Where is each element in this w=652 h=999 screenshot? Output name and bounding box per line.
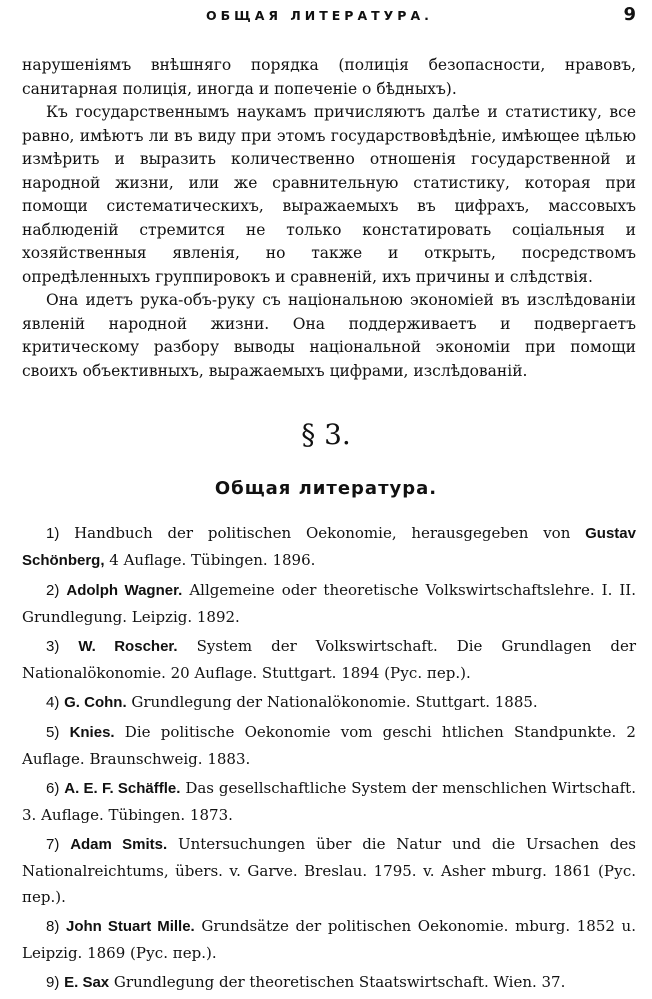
running-head [0, 4, 652, 30]
paragraph: Къ государственнымъ наукамъ причисляютъ далѣе и статистику, все равно, имѣютъ ли въ виду при этомъ государствовѣдѣніе, имѣющее цѣлью измѣрить и выразить количественно отношенія государственной и народной жизни, или же сравнительную статистику, которая при помощи систематическихъ, выражаемыхъ въ цифрахъ, массовыхъ наблюденій стремится не только констатировать соціальныя и хозяйственныя явленія, но также и открыть, посредствомъ опредѣленныхъ группировокъ и сравненій, ихъ причины и слѣдствія. [22, 103, 636, 286]
bibliography-entry [22, 719, 636, 772]
entry-number: 9) [46, 974, 60, 991]
running-title: ОБЩАЯ ЛИТЕРАТУРА. [206, 8, 433, 23]
bibliography-entry [22, 633, 636, 686]
entry-number: 2) [46, 582, 60, 599]
paragraph: Она идетъ рука-объ-руку съ національною экономіей въ изслѣдованіи явленій народной жизни. Она поддерживаетъ и подвергаетъ критическому разбору выводы національной экономіи при помощи своихъ объективныхъ, выражаемыхъ цифрами, изслѣдованій. [22, 291, 636, 380]
entry-author: A. E. F. Schäffle. [64, 780, 181, 797]
entry-author: Knies. [69, 724, 115, 741]
bibliography-entry [22, 913, 636, 966]
entry-author: G. Cohn. [64, 694, 127, 711]
bibliography-entry [22, 577, 636, 630]
bibliography-entry [22, 520, 636, 574]
entry-text: Das gesellschaftliche System der menschlichen Wirtschaft. 3. Auflage. Tübingen. 1873. [22, 779, 636, 824]
entry-author: Adolph Wagner. [66, 582, 183, 599]
entry-author: Adam Smits. [70, 836, 168, 853]
entry-number: 8) [46, 918, 60, 935]
section-title: Общая литература. [214, 478, 438, 499]
entry-text: Grundlegung der theoretischen Staatswirtschaft. Wien. 37. [109, 973, 566, 991]
entry-text: 4 Auflage. Tübingen. 1896. [104, 551, 316, 569]
entry-number: 7) [46, 836, 60, 853]
entry-number: 4) [46, 694, 60, 711]
paragraph: нарушеніямъ внѣшняго порядка (полиція безопасности, нравовъ, санитарная полиція, иногда и попеченіе о бѣдныхъ). [22, 56, 636, 98]
entry-text: Untersuchungen über die Natur und die Ursachen des Nationalreichtums, übers. v. Garve. Breslau. 1795. v. Asher mburg. 1861 (Рус. пер.). [22, 835, 636, 906]
entry-number: 3) [46, 638, 60, 655]
entry-author: John Stuart Mille. [65, 918, 195, 935]
section-mark: § 3. [301, 418, 351, 451]
entry-text: Allgemeine oder theoretische Volkswirtschaftslehre. I. II. Grundlegung. Leipzig. 1892. [22, 581, 636, 626]
entry-text: Grundsätze der politischen Oekonomie. mburg. 1852 u. Leipzig. 1869 (Рус. пер.). [22, 917, 636, 962]
bibliography-list [22, 520, 636, 999]
entry-text: System der Volkswirtschaft. Die Grundlagen der Nationalökonomie. 20 Auflage. Stuttgart. 1894 (Рус. пер.). [22, 637, 636, 682]
entry-text: Handbuch der politischen Oekonomie, herausgegeben von [74, 524, 586, 542]
entry-number: 1) [46, 525, 60, 542]
entry-author: E. Sax [64, 974, 110, 991]
entry-author: Gustav Schönberg, [22, 525, 636, 569]
bibliography-entry [22, 969, 636, 996]
entry-text: Grundlegung der Nationalökonomie. Stuttgart. 1885. [126, 693, 538, 711]
bibliography-entry [22, 775, 636, 828]
bibliography-entry [22, 831, 636, 910]
entry-number: 6) [46, 780, 60, 797]
entry-author: W. Roscher. [78, 638, 178, 655]
page-number: 9 [623, 4, 636, 25]
entry-text: Die politische Oekonomie vom geschi htlichen Standpunkte. 2 Auflage. Braunschweig. 1883. [22, 723, 636, 768]
entry-number: 5) [46, 724, 60, 741]
bibliography-entry [22, 689, 636, 716]
intro-text [22, 54, 636, 383]
